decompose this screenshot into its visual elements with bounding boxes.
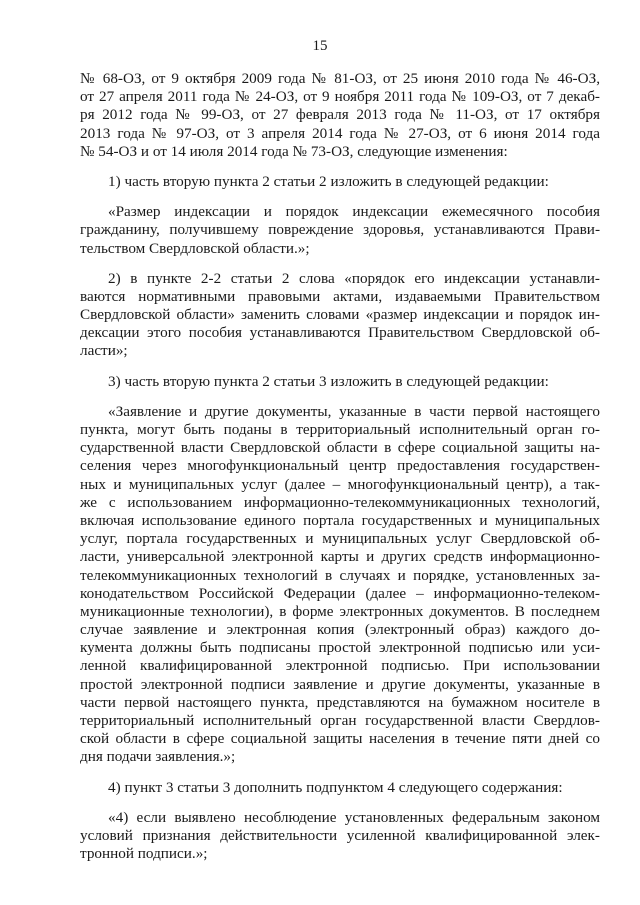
text-line: 2013 года № 97-ОЗ, от 3 апреля 2014 года № 27-ОЗ, от 6 июня 2014 года bbox=[80, 124, 600, 142]
text-line: тельством Свердловской области.»; bbox=[80, 239, 310, 257]
document-body bbox=[80, 70, 600, 863]
paragraph-gap bbox=[80, 391, 600, 403]
paragraph-8 bbox=[80, 809, 600, 864]
text-line: простой электронной подписи заявление и другие документы, указанные в bbox=[80, 675, 600, 693]
text-line: включая использование единого портала государственных и муниципальных bbox=[80, 511, 600, 529]
text-line: ваются нормативными правовыми актами, издаваемыми Правительством bbox=[80, 287, 600, 305]
text-line: кумента должны быть подписаны простой электронной подписью или уси- bbox=[80, 639, 600, 657]
paragraph-1 bbox=[80, 70, 600, 161]
paragraph-6 bbox=[80, 403, 600, 767]
page-number: 15 bbox=[312, 38, 328, 54]
text-line: случае заявление и электронная копия (электронный образ) каждого до- bbox=[80, 621, 600, 639]
text-line: части первой настоящего пункта, представляются на бумажном носителе в bbox=[80, 693, 600, 711]
text-line: № 54-ОЗ и от 14 июля 2014 года № 73-ОЗ, следующие изменения: bbox=[80, 142, 508, 160]
text-line: Свердловской области» заменить словами «размер индексации и порядок ин- bbox=[80, 306, 600, 324]
text-line: муникационные технологии), в форме электронных документов. В последнем bbox=[80, 602, 600, 620]
text-line: пункта, могут быть поданы в территориальный исполнительный орган го- bbox=[80, 421, 600, 438]
paragraph-gap bbox=[80, 258, 600, 270]
text-line: сударственной власти Свердловской области в сфере социальной защиты на- bbox=[80, 439, 600, 457]
text-line: ской области в сфере социальной защиты населения в течение пяти дней со bbox=[80, 730, 600, 748]
text-line: 2) в пункте 2-2 статьи 2 слова «порядок его индексации устанавли- bbox=[108, 269, 600, 287]
paragraph-gap bbox=[80, 361, 600, 373]
paragraph-2 bbox=[80, 173, 600, 191]
text-line: дня подачи заявления.»; bbox=[80, 748, 236, 766]
text-line: № 68-ОЗ, от 9 октября 2009 года № 81-ОЗ, от 25 июня 2010 года № 46-ОЗ, bbox=[80, 70, 600, 87]
text-line: тронной подписи.»; bbox=[80, 845, 208, 863]
text-line: «Размер индексации и порядок индексации ежемесячного пособия bbox=[108, 203, 600, 221]
paragraph-5 bbox=[80, 373, 600, 391]
text-line: территориальный исполнительный орган государственной власти Свердлов- bbox=[80, 712, 600, 729]
paragraph-gap bbox=[80, 191, 600, 203]
paragraph-7 bbox=[80, 779, 600, 797]
text-line: гражданину, получившему повреждение здоровья, устанавливаются Прави- bbox=[80, 221, 600, 239]
text-line: 1) часть вторую пункта 2 статьи 2 изложить в следующей редакции: bbox=[108, 172, 549, 190]
text-line: конодательством Российской Федерации (далее – информационно-телеком- bbox=[80, 584, 600, 602]
paragraph-gap bbox=[80, 797, 600, 809]
text-line: ленной квалифицированной электронной подписью. При использовании bbox=[80, 657, 600, 675]
text-line: телекоммуникационных технологий в случаях и порядке, установленных за- bbox=[80, 566, 600, 584]
text-line: условий признания действительности усиленной квалифицированной элек- bbox=[80, 826, 600, 844]
text-line: дексации этого пособия устанавливаются Правительством Свердловской об- bbox=[80, 324, 600, 342]
paragraph-gap bbox=[80, 767, 600, 779]
text-line: ласти»; bbox=[80, 342, 128, 360]
text-line: «Заявление и другие документы, указанные в части первой настоящего bbox=[108, 402, 600, 420]
text-line: ря 2012 года № 99-ОЗ, от 27 февраля 2013 года № 11-ОЗ, от 17 октября bbox=[80, 106, 600, 124]
text-line: 3) часть вторую пункта 2 статьи 3 изложить в следующей редакции: bbox=[108, 372, 549, 390]
text-line: от 27 апреля 2011 года № 24-ОЗ, от 9 ноября 2011 года № 109-ОЗ, от 7 декаб- bbox=[80, 88, 600, 106]
paragraph-4 bbox=[80, 270, 600, 361]
paragraph-gap bbox=[80, 161, 600, 173]
text-line: 4) пункт 3 статьи 3 дополнить подпунктом 4 следующего содержания: bbox=[108, 778, 563, 796]
text-line: «4) если выявлено несоблюдение установленных федеральным законом bbox=[108, 808, 600, 826]
text-line: ных и муниципальных услуг (далее – многофункциональный центр), а так- bbox=[80, 475, 600, 493]
text-line: селения через многофункциональный центр предоставления государствен- bbox=[80, 457, 600, 475]
text-line: ласти, универсальной электронной карты и других средств информационно- bbox=[80, 548, 600, 566]
paragraph-3 bbox=[80, 203, 600, 258]
text-line: же с использованием информационно-телекоммуникационных технологий, bbox=[80, 493, 600, 511]
text-line: услуг, портала государственных и муниципальных услуг Свердловской об- bbox=[80, 530, 600, 548]
